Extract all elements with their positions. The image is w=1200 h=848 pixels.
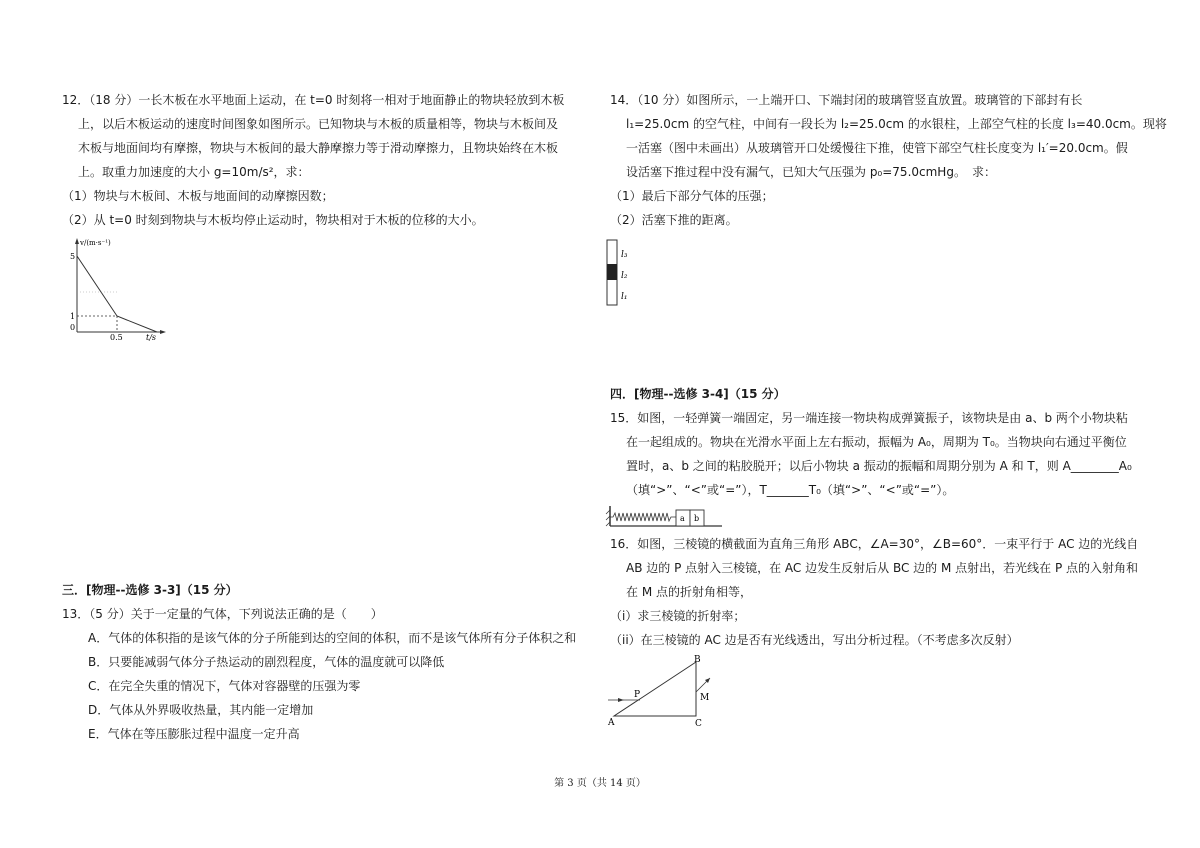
graph-y-label: v/(m·s⁻¹) <box>80 239 111 247</box>
left-column <box>62 88 592 232</box>
q14-sub-2: （2）活塞下推的距离。 <box>610 213 738 227</box>
point-b-label: B <box>694 655 701 665</box>
incident-ray-arrow <box>618 698 624 702</box>
q13-option-a: A．气体的体积指的是该气体的分子所能到达的空间的体积，而不是该气体所有分子体积之和 <box>88 631 577 645</box>
right-column <box>610 88 1167 232</box>
page-footer: 第 3 页（共 14 页） <box>554 778 646 789</box>
tube-label-l2: l₂ <box>621 271 628 281</box>
section-3 <box>62 578 592 746</box>
question-12 <box>62 88 592 232</box>
spring-coil <box>610 513 676 521</box>
q13-stem: 13．（5 分）关于一定量的气体，下列说法正确的是（ ） <box>62 607 383 621</box>
point-c-label: C <box>695 719 702 728</box>
q15-line-3: 置时，a、b 之间的粘胶脱开；以后小物块 a 振动的振幅和周期分别为 A 和 T，则 A________A₀ <box>626 459 1132 473</box>
q14-line-3: 一活塞（图中未画出）从玻璃管开口处缓慢往下推，使管下部空气柱长度变为 l₁′=20.0cm。假 <box>626 141 1128 155</box>
q15-line-2: 在一起组成的。物块在光滑水平面上左右振动，振幅为 A₀，周期为 T₀。当物块向右通过平衡位 <box>626 435 1127 449</box>
q12-line-2: 上，以后木板运动的速度时间图象如图所示。已知物块与木板的质量相等，物块与木板间及 <box>78 117 559 131</box>
graph-tick-0: 0 <box>70 323 76 332</box>
q16-line-3: 在 M 点的折射角相等， <box>626 585 752 599</box>
question-14 <box>610 88 1167 232</box>
graph-x-label: t/s <box>146 333 157 342</box>
section-4-title: 四．[物理--选修 3-4]（15 分） <box>610 387 786 401</box>
point-a-label: A <box>608 718 615 728</box>
q13-option-c: C．在完全失重的情况下，气体对容器壁的压强为零 <box>88 679 361 693</box>
q16-sub-2: （ii）在三棱镜的 AC 边是否有光线透出，写出分析过程。（不考虑多次反射） <box>610 633 1019 647</box>
q12-sub-2: （2）从 t=0 时刻到物块与木板均停止运动时，物块相对于木板的位移的大小。 <box>62 213 484 227</box>
graph-x-arrow <box>160 330 166 334</box>
q12-line-1: 12．（18 分）一长木板在水平地面上运动，在 t=0 时刻将一相对于地面静止的物块轻放到木板 <box>62 93 565 107</box>
q14-sub-1: （1）最后下部分气体的压强； <box>610 189 774 203</box>
point-p-label: P <box>634 690 641 700</box>
tube-label-l3: l₃ <box>621 250 628 260</box>
graph-y-arrow <box>75 238 79 244</box>
q12-sub-1: （1）物块与木板间、木板与地面间的动摩擦因数； <box>62 189 334 203</box>
q13-option-e: E．气体在等压膨胀过程中温度一定升高 <box>88 727 300 741</box>
prism-triangle <box>614 662 696 716</box>
section-4 <box>610 382 1140 502</box>
q15-line-1: 15．如图，一轻弹簧一端固定，另一端连接一物块构成弹簧振子，该物块是由 a、b 两个小物块粘 <box>610 411 1128 425</box>
q16-sub-1: （i）求三棱镜的折射率； <box>610 609 746 623</box>
block-b-label: b <box>694 514 700 523</box>
velocity-time-graph <box>66 236 176 342</box>
section-3-title: 三．[物理--选修 3-3]（15 分） <box>62 583 238 597</box>
q13-option-d: D．气体从外界吸收热量，其内能一定增加 <box>88 703 314 717</box>
graph-tick-0-5: 0.5 <box>110 333 123 342</box>
prism-figure <box>606 654 726 728</box>
mercury-column <box>607 264 617 280</box>
q14-line-2: l₁=25.0cm 的空气柱，中间有一段长为 l₂=25.0cm 的水银柱，上部空气柱的长度 l₃=40.0cm。现将 <box>626 117 1167 131</box>
glass-tube-figure <box>604 238 644 308</box>
q14-line-1: 14．（10 分）如图所示，一上端开口、下端封闭的玻璃管竖直放置。玻璃管的下部封有长 <box>610 93 1083 107</box>
graph-tick-1: 1 <box>70 312 76 321</box>
q14-line-4: 设活塞下推过程中没有漏气，已知大气压强为 p₀=75.0cmHg。 求： <box>626 165 996 179</box>
graph-tick-5: 5 <box>70 252 76 261</box>
q15-line-4: （填“>”、“<”或“=”），T_______T₀（填“>”、“<”或“=”）。 <box>626 483 955 497</box>
q16-line-1: 16．如图，三棱镜的横截面为直角三角形 ABC，∠A=30°，∠B=60°．一束平行于 AC 边的光线自 <box>610 537 1139 551</box>
tube-label-l1: l₁ <box>621 292 628 302</box>
q13-option-b: B．只要能减弱气体分子热运动的剧烈程度，气体的温度就可以降低 <box>88 655 445 669</box>
q12-line-4: 上。取重力加速度的大小 g=10m/s²，求： <box>78 165 310 179</box>
q12-line-3: 木板与地面间均有摩擦，物块与木板间的最大静摩擦力等于滑动摩擦力，且物块始终在木板 <box>78 141 559 155</box>
spring-oscillator-figure <box>604 504 728 530</box>
block-a-label: a <box>680 514 685 523</box>
question-16 <box>610 532 1140 652</box>
point-m-label: M <box>700 693 710 703</box>
q16-line-2: AB 边的 P 点射入三棱镜，在 AC 边发生反射后从 BC 边的 M 点射出，若光线在 P 点的入射角和 <box>626 561 1139 575</box>
